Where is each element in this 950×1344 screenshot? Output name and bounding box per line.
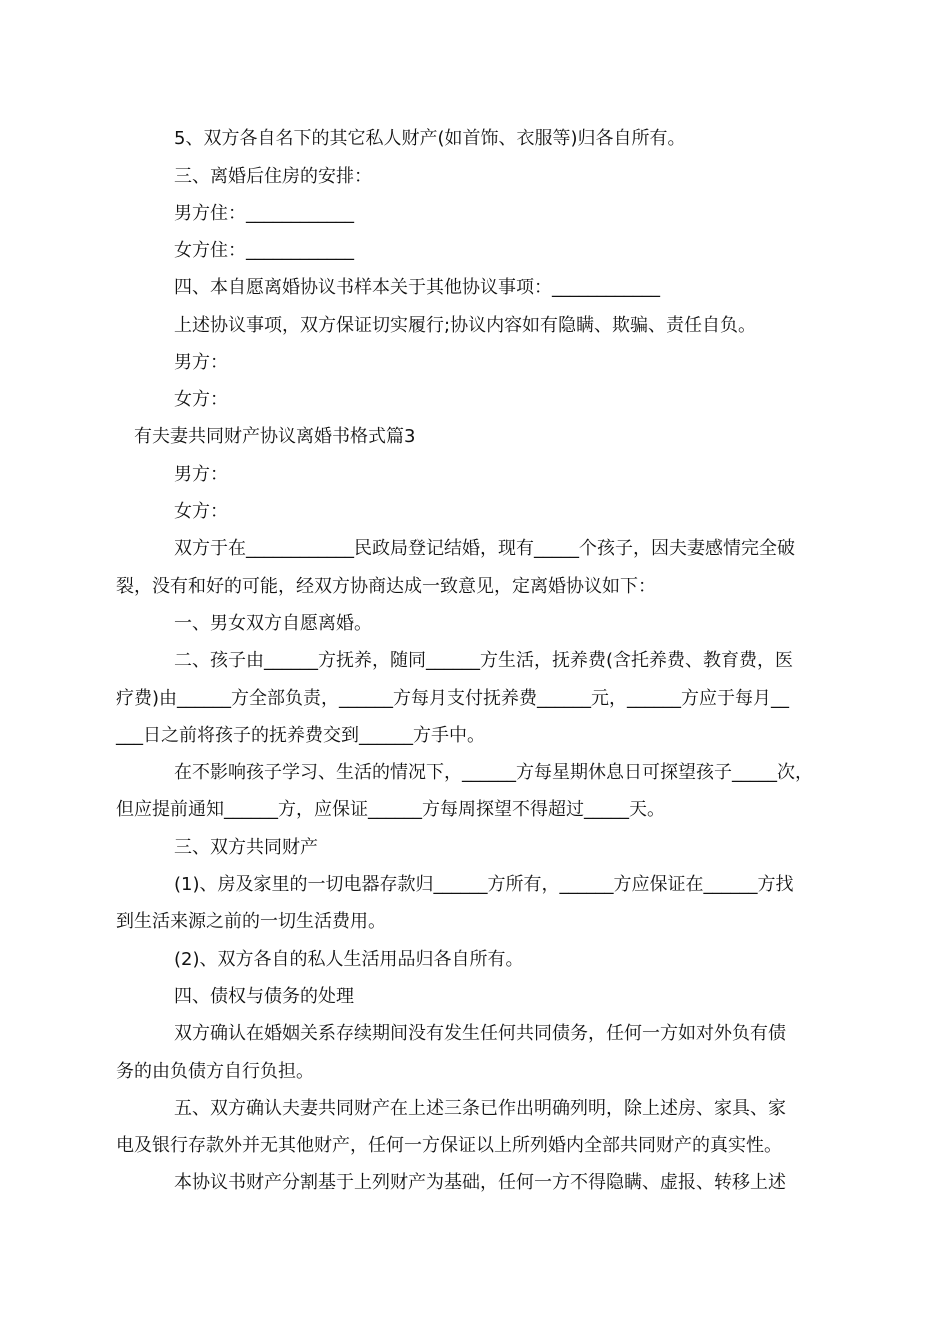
property-item-1-line-2: 到生活来源之前的一切生活费用。 [116, 911, 386, 932]
clause-2-line-3: ___日之前将孩子的抚养费交到______方手中。 [116, 725, 485, 746]
clause-5-private-property: 5、双方各自名下的其它私人财产(如首饰、衣服等)归各自所有。 [174, 128, 686, 149]
debts-line-1: 双方确认在婚姻关系存续期间没有发生任何共同债务，任何一方如对外负有债 [174, 1023, 786, 1044]
clause-2-line-1: 二、孩子由______方抚养，随同______方生活，抚养费(含托养费、教育费，医 [174, 650, 794, 671]
property-item-2: (2)、双方各自的私人生活用品归各自所有。 [174, 949, 524, 970]
man-residence: 男方住：____________ [174, 203, 354, 224]
heading-joint-property: 三、双方共同财产 [174, 837, 318, 858]
party-man: 男方： [174, 464, 228, 485]
visitation-line-1: 在不影响孩子学习、生活的情况下，______方每星期休息日可探望孩子_____次， [174, 762, 813, 783]
signature-man: 男方： [174, 352, 228, 373]
clause-5-line-2: 电及银行存款外并无其他财产，任何一方保证以上所列婚内全部共同财产的真实性。 [116, 1135, 782, 1156]
clause-1: 一、男女双方自愿离婚。 [174, 613, 372, 634]
property-item-1-line-1: (1)、房及家里的一切电器存款归______方所有，______方应保证在______方找 [174, 874, 794, 895]
heading-housing: 三、离婚后住房的安排： [174, 166, 372, 187]
signature-woman: 女方： [174, 389, 228, 410]
party-woman: 女方： [174, 501, 228, 522]
intro-line-2: 裂，没有和好的可能，经双方协商达成一致意见，定离婚协议如下： [116, 576, 656, 597]
intro-line-1: 双方于在____________民政局登记结婚，现有_____个孩子，因夫妻感情完全破 [174, 538, 795, 559]
guarantee-paragraph: 上述协议事项，双方保证切实履行;协议内容如有隐瞒、欺骗、责任自负。 [174, 315, 757, 336]
clause-5-line-1: 五、双方确认夫妻共同财产在上述三条已作出明确列明，除上述房、家具、家 [174, 1098, 786, 1119]
heading-debts: 四、债权与债务的处理 [174, 986, 354, 1007]
heading-other-matters: 四、本自愿离婚协议书样本关于其他协议事项：____________ [174, 277, 660, 298]
visitation-line-2: 但应提前通知______方，应保证______方每周探望不得超过_____天。 [116, 799, 665, 820]
section-title: 有夫妻共同财产协议离婚书格式篇3 [134, 426, 416, 447]
clause-2-line-2: 疗费)由______方全部负责，______方每月支付抚养费______元，______方应于每月__ [116, 688, 790, 709]
final-paragraph-line-1: 本协议书财产分割基于上列财产为基础，任何一方不得隐瞒、虚报、转移上述 [174, 1172, 786, 1193]
debts-line-2: 务的由负债方自行负担。 [116, 1061, 314, 1082]
woman-residence: 女方住：____________ [174, 240, 354, 261]
